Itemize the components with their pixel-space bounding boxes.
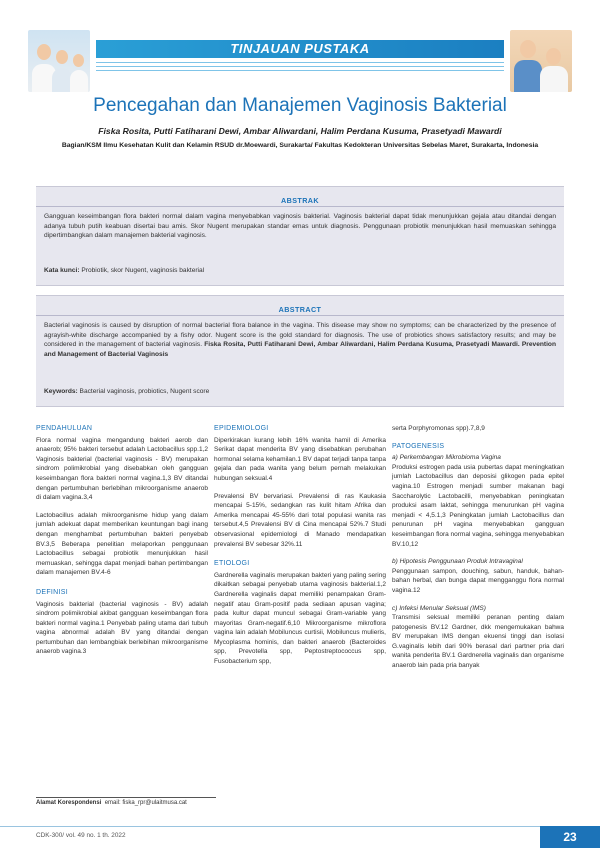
abstract-keywords-label: Keywords: [44, 388, 78, 395]
page-number: 23 [563, 830, 577, 844]
footnote-divider [36, 797, 216, 798]
body-column-3 [392, 424, 564, 679]
patient-photo [510, 30, 572, 92]
paragraph: Penggunaan sampon, douching, sabun, handuk, bahan-bahan herbal, dan bunga dapat mengganggu flora normal vagina.12 [392, 567, 564, 594]
abstract-box [36, 295, 564, 407]
author-affiliation: Bagian/KSM Ilmu Kesehatan Kulit dan Kelamin RSUD dr.Moewardi, Surakarta/ Fakultas Kedokteran Universitas Sebelas Maret, Surakarta, Indonesia [61, 142, 539, 149]
section-heading-patogenesis: PATOGENESIS [392, 442, 445, 450]
body-column-2 [214, 424, 386, 675]
paragraph: Vaginosis bakterial (bacterial vaginosis - BV) adalah sindrom polimikrobial akibat gangguan keseimbangan flora bakteri normal vagina.1 Penyebab paling utama dari tubuh vagina abnormal adalah BV yang ditandai dengan pertumbuhan dan lembangbiak berlebihan mikroorganisme anaerob vagina.3 [36, 600, 208, 656]
paragraph: Flora normal vagina mengandung bakteri aerob dan anaerob; 95% bakteri tersebut adalah Lactobacillus spp.1,2 Vaginosis bakterial (bacterial vaginosis - BV) merupakan sindrom polimikrobial yang disebabkan oleh gangguan keseimbangan flora bakteri normal vagina.1,3 BV ditandai dengan pertumbuhan berlebihan mikroorganisme anaerob di dalam vagina.3,4 [36, 436, 208, 502]
article-title: Pencegahan dan Manajemen Vaginosis Bakterial [93, 95, 507, 116]
abstrak-box [36, 186, 564, 286]
paragraph: Diperkirakan kurang lebih 16% wanita hamil di Amerika Serikat dapat menderita BV yang disebabkan perubahan hormonal selama kehamilan.1 BV dapat terjadi tanpa tanpa gejala dan pada wanita yang belum pernah melakukan hubungan seksual.4 [214, 436, 386, 482]
paragraph: serta Porphyromonas spp).7,8,9 [392, 425, 485, 432]
section-heading-epidemiologi: EPIDEMIOLOGI [214, 425, 269, 432]
body-column-1 [36, 424, 208, 665]
abstrak-keywords-text: Probiotik, skor Nugent, vaginosis bakterial [79, 267, 205, 274]
section-banner [96, 40, 504, 84]
section-heading-etiologi: ETIOLOGI [214, 560, 250, 568]
abstract-body: Bacterial vaginosis is caused by disruption of normal bacterial flora balance in the vagina. This disease may show no symptoms; can be characterized by the presence of agrayish-white discharge accompanied by a fishy odor. Nugent score is the gold standard for diagnosis. The use of probiotics shows satisfactory results; and may be considered in the management of bacterial vaginosis. [44, 322, 556, 349]
header-band [0, 30, 600, 100]
paragraph: Gardnerella vaginalis merupakan bakteri yang paling sering dikaitkan sebagai penyebab utama vaginosis bakterial.1,2 Gardnerella vaginalis dapat memiliki penampakan Gram-negatif atau Gram-positif pada sediaan apusan vagina; pada kultur dapat muncul sebagai Gram-variable yang mayoritas Gram-negatif.6,10 Mikroorganisme mikroflora vagina lain adalah Mobiluncus curtisii, Mobiluncus mulieris, Mycoplasma hominis, dan bakteri anaerob (Bacteroides spp, Prevotella spp, Peptostreptococcus spp, Fusobacterium spp, [214, 571, 386, 666]
abstract-text [44, 321, 556, 359]
correspondence-label: Alamat Korespondensi [36, 800, 102, 806]
subsection-heading: c) Infeksi Menular Seksual (IMS) [392, 604, 486, 612]
correspondence-note [36, 800, 336, 806]
paragraph: Lactobacillus adalah mikroorganisme hidup yang dalam jumlah adekuat dapat memberikan keuntungan bagi inang dengan menghambat pertumbuhan bakteri penyebab BV.3,5 Beberapa penelitian melaporkan penggunaan Lactobacillus sebagai probiotik menunjukkan hasil memuaskan, sehingga dapat menjadi bahan pertimbangan dalam manajemen BV.4-6 [36, 511, 208, 577]
article-authors: Fiska Rosita, Putti Fatiharani Dewi, Ambar Aliwardani, Halim Perdana Kusuma, Prasetyadi Mawardi [98, 126, 502, 136]
section-banner-title: TINJAUAN PUSTAKA [230, 41, 370, 56]
abstrak-heading: ABSTRAK [281, 196, 319, 205]
abstract-keywords-text: Bacterial vaginosis, probiotics, Nugent score [77, 388, 210, 395]
paragraph: Prevalensi BV bervariasi. Prevalensi di ras Kaukasia mencapai 5-15%, sedangkan ras kulit hitam Afrika dan Amerika mencapai 45-55% dari total populasi wanita ras tersebut.4,5 Prevalensi BV di Cina mencapai 52%.7 Studi observasional epidemiologi di Manado mendapatkan prevalensi BV sebesar 32%.11 [214, 492, 386, 548]
paragraph: Produksi estrogen pada usia pubertas dapat meningkatkan jumlah Lactobacillus dan deposisi glikogen pada epitel vagina.10 Estrogen menjadi sumber makanan bagi Saccharolytic Lactobacilli, menyebabkan peningkatan produksi asam laktat, sehingga menurunkan pH vagina menjadi < 4,5.1,3 Peningkatan jumlah Lactobacillus dan penurunan pH vagina menyebabkan gangguan keseimbangan flora normal vagina, sehingga menyebabkan BV.10,12 [392, 463, 564, 548]
abstract-heading: ABSTRACT [278, 305, 322, 314]
subsection-heading: b) Hipotesis Penggunaan Produk Intravaginal [392, 558, 523, 566]
abstrak-keywords-label: Kata kunci: [44, 267, 80, 274]
abstrak-text: Gangguan keseimbangan flora bakteri normal dalam vagina menyebabkan vaginosis bakterial. Vaginosis bakterial dapat tidak menunjukkan gejala atau ditandai dengan adanya tubuh putih keabuan disertai bau amis. Skor Nugent merupakan standar emas untuk diagnosis. Penggunaan probiotik menunjukkan hasil memuaskan sehingga dipertimbangkan dalam manajemen bakterial vaginosis. [44, 213, 556, 240]
abstract-keywords [44, 388, 556, 395]
footer-divider [0, 826, 600, 827]
subsection-heading: a) Perkembangan Mikrobioma Vagina [392, 454, 501, 462]
journal-reference: CDK-300/ vol. 49 no. 1 th. 2022 [36, 832, 126, 839]
abstrak-keywords [44, 267, 556, 274]
section-heading-pendahuluan: PENDAHULUAN [36, 425, 93, 432]
section-heading-definisi: DEFINISI [36, 588, 68, 596]
page-number-box [540, 826, 600, 848]
doctors-photo [28, 30, 90, 92]
correspondence-email: email: fiska_rpr@ulaitmusa.cat [104, 800, 187, 806]
paragraph: Transmisi seksual memiliki peranan penting dalam patogenesis BV.12 Gardner, dkk mengemukakan bahwa BV merupakan IMS dengan ekuensi tinggi dan isolasi G.vaginalis lebih dari 90% berasal dari partner pria dari wanita penderita BV.1 Gardnerella vaginalis dan organisme anaerob lain pada pria banyak [392, 614, 564, 670]
abstract-citation: Fiska Rosita, Putti Fatiharani Dewi, Ambar Aliwardani, Halim Perdana Kusuma, Prasetyadi Mawardi. Prevention and Management of Bacterial Vaginosis [44, 341, 556, 358]
